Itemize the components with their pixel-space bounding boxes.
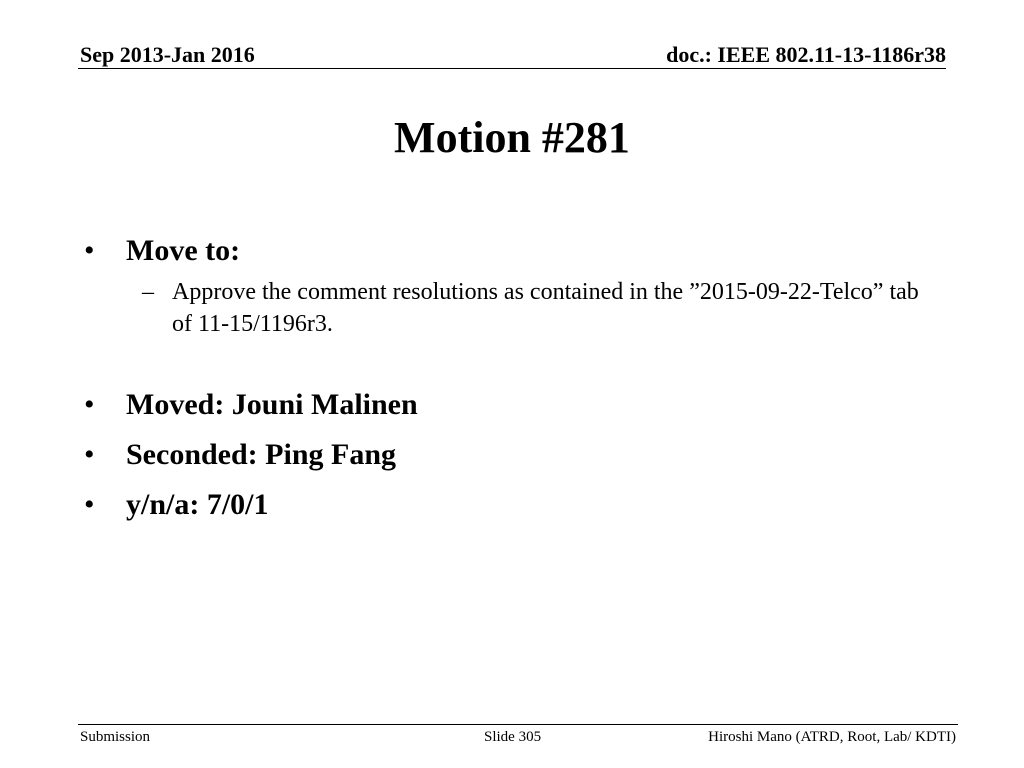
bullet-moved-text: Moved: Jouni Malinen [126, 388, 418, 421]
bullet-seconded [84, 430, 964, 480]
sub-bullet-resolution [84, 276, 942, 340]
bullet-vote-text: y/n/a: 7/0/1 [126, 488, 269, 521]
sub-bullet-resolution-text: Approve the comment resolutions as contained in the ”2015-09-22-Telco” tab of 11-15/1196r3. [172, 279, 919, 337]
footer-author: Hiroshi Mano (ATRD, Root, Lab/ KDTI) [708, 729, 956, 745]
bullet-icon: • [84, 234, 95, 267]
bullet-icon: • [84, 488, 95, 521]
bullet-move-to-label: Move to: [126, 234, 241, 267]
bullet-move-to [84, 228, 964, 274]
header-doc-id: doc.: IEEE 802.11-13-1186r38 [666, 42, 946, 67]
header-divider [78, 68, 946, 69]
bullet-vote [84, 480, 964, 530]
dash-icon: – [142, 279, 154, 305]
header-date: Sep 2013-Jan 2016 [80, 42, 255, 67]
spacer [84, 340, 964, 380]
bullet-icon: • [84, 438, 95, 471]
footer-submission: Submission [80, 729, 151, 745]
footer-divider [78, 724, 958, 725]
slide-body [84, 228, 964, 530]
footer-slide-number: Slide 305 [484, 729, 542, 745]
bullet-icon: • [84, 388, 95, 421]
bullet-moved [84, 380, 964, 430]
slide-title: Motion #281 [394, 113, 630, 162]
bullet-seconded-text: Seconded: Ping Fang [126, 438, 397, 471]
